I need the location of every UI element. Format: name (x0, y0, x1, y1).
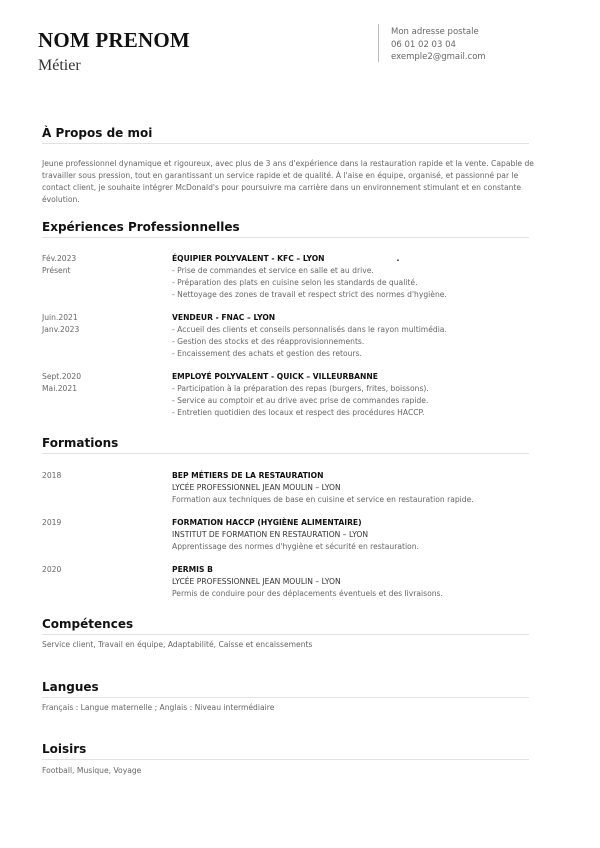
experience-divider (42, 237, 529, 238)
date-start: Fév.2023 (42, 254, 77, 263)
education-degree: PERMIS B (172, 565, 213, 574)
education-entry (172, 470, 542, 506)
languages-divider (42, 697, 529, 698)
experience-title: Expériences Professionnelles (42, 220, 240, 234)
experience-bullet: - Entretien quotidien des locaux et respect des procédures HACCP. (172, 408, 425, 417)
hobbies-divider (42, 759, 529, 760)
header-divider (378, 24, 379, 62)
education-title: Formations (42, 436, 119, 450)
experience-entry (172, 371, 542, 419)
hobbies-title: Loisirs (42, 742, 87, 756)
education-school: LYCÉE PROFESSIONNEL JEAN MOULIN – LYON (172, 483, 341, 492)
education-entry (172, 517, 542, 553)
education-description: Permis de conduire pour des déplacements éventuels et des livraisons. (172, 589, 443, 598)
experience-entry (172, 253, 542, 301)
contact-email: exemple2@gmail.com (391, 52, 486, 62)
experience-bullet: - Accueil des clients et conseils personnalisés dans le rayon multimédia. (172, 325, 447, 334)
experience-date (42, 312, 79, 336)
date-end: Janv.2023 (42, 325, 80, 334)
contact-block (391, 26, 486, 64)
education-year: 2018 (42, 471, 62, 480)
date-end: Mai.2021 (42, 384, 78, 393)
date-end: Présent (42, 266, 71, 275)
experience-date (42, 253, 76, 277)
contact-address: Mon adresse postale (391, 27, 479, 37)
experience-bullet: - Encaissement des achats et gestion des retours. (172, 349, 362, 358)
education-description: Formation aux techniques de base en cuisine et service en restauration rapide. (172, 495, 474, 504)
languages-title: Langues (42, 680, 99, 694)
candidate-name: NOM PRENOM (38, 28, 190, 52)
date-start: Juin.2021 (42, 313, 78, 322)
experience-entry (172, 312, 542, 360)
languages-text: Français : Langue maternelle ; Anglais : Niveau intermédiaire (42, 703, 275, 712)
experience-date (42, 371, 81, 395)
title-suffix: . (396, 254, 400, 263)
experience-job-title: VENDEUR - FNAC – LYON (172, 313, 276, 322)
job-title: Métier (38, 57, 81, 74)
experience-bullet: - Gestion des stocks et des réapprovisionnements. (172, 337, 365, 346)
contact-phone: 06 01 02 03 04 (391, 39, 456, 50)
about-title: À Propos de moi (42, 126, 153, 140)
experience-bullet: - Participation à la préparation des repas (burgers, frites, boissons). (172, 384, 429, 393)
education-school: LYCÉE PROFESSIONNEL JEAN MOULIN – LYON (172, 577, 341, 586)
experience-job-title: ÉQUIPIER POLYVALENT - KFC – LYON . (172, 254, 400, 263)
experience-bullet: - Préparation des plats en cuisine selon les standards de qualité. (172, 278, 418, 287)
education-divider (42, 453, 529, 454)
education-year: 2020 (42, 565, 62, 574)
education-degree: BEP MÉTIERS DE LA RESTAURATION (172, 471, 324, 480)
experience-bullet: - Nettoyage des zones de travail et respect strict des normes d'hygiène. (172, 290, 447, 299)
skills-text: Service client, Travail en équipe, Adaptabilité, Caisse et encaissements (42, 640, 313, 649)
experience-job-title: EMPLOYÉ POLYVALENT - QUICK – VILLEURBANNE (172, 372, 378, 381)
date-start: Sept.2020 (42, 372, 82, 381)
education-year: 2019 (42, 518, 62, 527)
education-school: INSTITUT DE FORMATION EN RESTAURATION – LYON (172, 530, 369, 539)
education-entry (172, 564, 542, 600)
experience-bullet: - Prise de commandes et service en salle et au drive. (172, 266, 374, 275)
about-text: Jeune professionnel dynamique et rigoureux, avec plus de 3 ans d'expérience dans la restauration rapide et la vente. Capable de travailler sous pression, tout en garantissant un service rapide et de qualité. À l'aise en équipe, organisé, et passionné par le contact client, je souhaite intégrer McDonald's pour poursuivre ma carrière dans un environnement stimulant et en constante évolution. (42, 159, 534, 204)
skills-divider (42, 634, 529, 635)
hobbies-text: Football, Musique, Voyage (42, 766, 142, 775)
about-divider (42, 143, 529, 144)
education-description: Apprentissage des normes d'hygiène et sécurité en restauration. (172, 542, 419, 551)
experience-bullet: - Service au comptoir et au drive avec prise de commandes rapide. (172, 396, 429, 405)
education-degree: FORMATION HACCP (HYGIÈNE ALIMENTAIRE) (172, 518, 362, 527)
skills-title: Compétences (42, 617, 134, 631)
